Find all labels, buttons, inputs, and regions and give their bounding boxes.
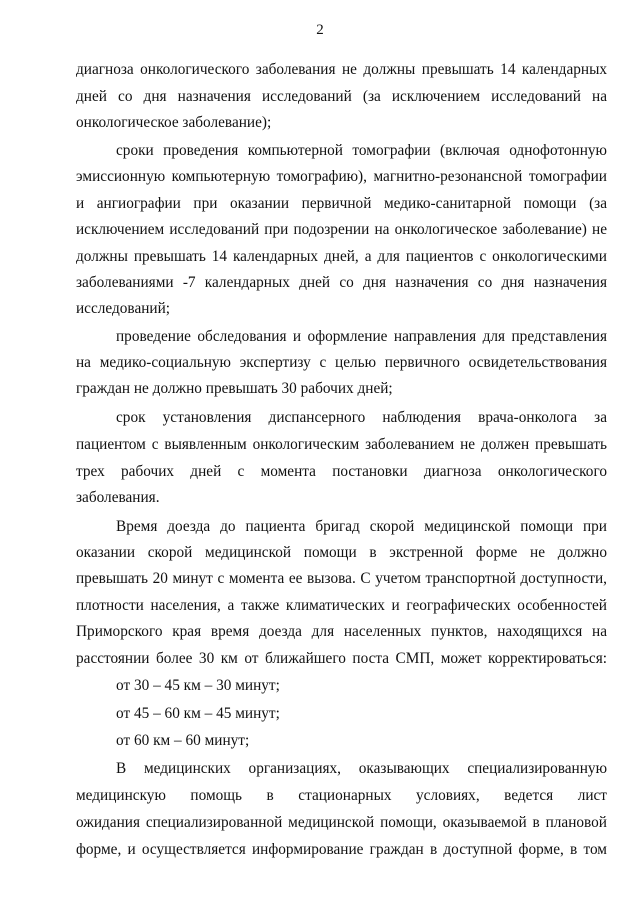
text-line: срок установления диспансерного наблюдения врача-онколога за xyxy=(116,409,607,426)
text-line: заболеваниями -7 календарных дней со дня назначения со дня назначения xyxy=(76,274,607,291)
text-line: граждан не должно превышать 30 рабочих дней; xyxy=(76,380,393,397)
text-line: на медико-социальную экспертизу с целью первичного освидетельствования xyxy=(76,354,607,371)
text-line: пациентом с выявленным онкологическим заболеванием не должен превышать xyxy=(76,436,607,453)
text-line: Время доезда до пациента бригад скорой медицинской помощи при xyxy=(116,518,607,535)
text-line: проведение обследования и оформление направления для представления xyxy=(116,328,607,345)
text-line: сроки проведения компьютерной томографии (включая однофотонную xyxy=(116,142,607,159)
text-line: эмиссионную компьютерную томографию), магнитно-резонансной томографии xyxy=(76,168,607,185)
text-line: форме, и осуществляется информирование граждан в доступной форме, в том xyxy=(76,841,607,858)
text-line: дней со дня назначения исследований (за исключением исследований на xyxy=(76,88,607,105)
text-line: В медицинских организациях, оказывающих специализированную xyxy=(116,760,607,777)
text-line: медицинскую помощь в стационарных условиях, ведется лист xyxy=(76,787,607,804)
text-line: от 60 км – 60 минут; xyxy=(116,732,250,749)
text-line: диагноза онкологического заболевания не должны превышать 14 календарных xyxy=(76,61,607,78)
text-line: от 45 – 60 км – 45 минут; xyxy=(116,705,280,722)
text-line: оказании скорой медицинской помощи в экстренной форме не должно xyxy=(76,544,607,561)
text-line: расстоянии более 30 км от ближайшего поста СМП, может корректироваться: xyxy=(76,650,607,667)
page-number: 2 xyxy=(316,22,324,38)
text-line: трех рабочих дней с момента постановки диагноза онкологического xyxy=(76,463,607,480)
text-line: заболевания. xyxy=(76,489,160,506)
text-line: онкологическое заболевание); xyxy=(76,114,272,131)
text-line: Приморского края время доезда для населенных пунктов, находящихся на xyxy=(76,623,607,640)
text-line: ожидания специализированной медицинской помощи, оказываемой в плановой xyxy=(76,814,607,831)
text-line: от 30 – 45 км – 30 минут; xyxy=(116,677,280,694)
text-line: и ангиографии при оказании первичной медико-санитарной помощи (за xyxy=(76,195,607,212)
text-line: плотности населения, а также климатических и географических особенностей xyxy=(76,597,607,614)
text-line: должны превышать 14 календарных дней, а для пациентов с онкологическими xyxy=(76,248,607,265)
text-line: исключением исследований при подозрении на онкологическое заболевание) не xyxy=(76,221,607,238)
text-line: исследований; xyxy=(76,300,171,317)
text-line: превышать 20 минут с момента ее вызова. С учетом транспортной доступности, xyxy=(76,570,607,587)
